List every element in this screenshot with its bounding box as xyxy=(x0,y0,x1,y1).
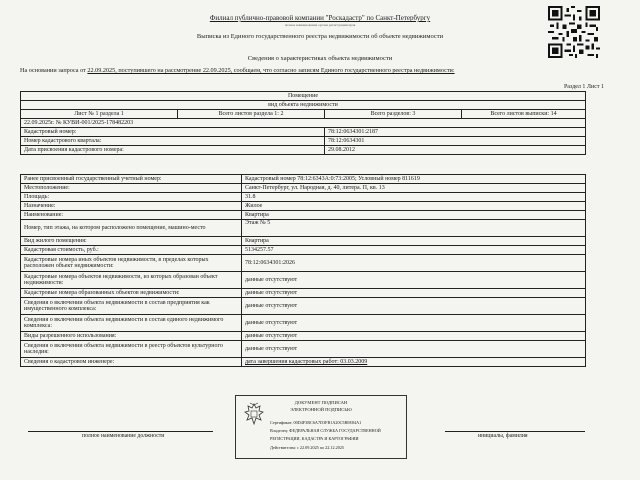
row-value: Этаж № 5 xyxy=(242,220,586,237)
table-row xyxy=(21,358,586,367)
row-label: Номер, тип этажа, на котором расположено помещение, машино-место xyxy=(21,220,242,237)
row-value: данные отсутствуют xyxy=(242,289,586,298)
row-label: Виды разрешенного использования: xyxy=(21,332,242,341)
position-line xyxy=(28,431,213,432)
name-line xyxy=(445,431,585,432)
table-row xyxy=(21,202,586,211)
row-label: Сведения о кадастровом инженере: xyxy=(21,358,242,367)
table-row xyxy=(21,298,586,315)
row-value: Квартира xyxy=(242,237,586,246)
row-value: дата завершения кадастровых работ: 03.03.2009 xyxy=(242,358,586,367)
row-label: Дата присвоения кадастрового номера: xyxy=(21,146,325,155)
cadastral-quarter: 78:12:0634301 xyxy=(325,137,586,146)
row-label: Ранее присвоенный государственный учетный номер: xyxy=(21,175,242,184)
table-row xyxy=(21,175,586,184)
sheet-number: Лист № 1 раздела 1 xyxy=(21,110,178,119)
total-sheets-section: Всего листов раздела 1: 2 xyxy=(178,110,325,119)
row-label: Номер кадастрового квартала: xyxy=(21,137,325,146)
position-label: полное наименование должности xyxy=(82,433,165,439)
row-value: 31.8 xyxy=(242,193,586,202)
row-value: данные отсутствуют xyxy=(242,298,586,315)
row-label: Сведения о включении объекта недвижимости в состав предприятия как имущественного комплекса: xyxy=(21,298,242,315)
table-row xyxy=(21,137,586,146)
table-row xyxy=(21,272,586,289)
characteristics-table xyxy=(20,174,586,367)
row-value: Жилое xyxy=(242,202,586,211)
object-type: Помещение xyxy=(21,92,586,101)
row-label: Местоположение: xyxy=(21,184,242,193)
qr-code-icon xyxy=(548,6,600,58)
signature-certificate: Сертификат: 00D4F3BC6A7D3FB1A20C5B0E84A1 xyxy=(270,420,362,425)
row-value: Кадастровый номер 78:12:6343А:0:73:2005; Условный номер 811619 xyxy=(242,175,586,184)
object-type-caption: вид объекта недвижимости xyxy=(21,101,586,110)
object-summary-table xyxy=(20,91,586,155)
assignment-date: 29.08.2012 xyxy=(325,146,586,155)
signature-owner-cont: РЕГИСТРАЦИИ, КАДАСТРА И КАРТОГРАФИИ xyxy=(270,436,359,441)
section-title: Сведения о характеристиках объекта недвижимости xyxy=(247,55,393,62)
row-label: Кадастровые номера образованных объектов недвижимости: xyxy=(21,289,242,298)
intro-text xyxy=(20,67,455,74)
table-row xyxy=(21,128,586,137)
table-row xyxy=(21,246,586,255)
intro-prefix: На основании запроса от xyxy=(20,67,86,74)
table-row xyxy=(21,255,586,272)
row-label: Сведения о включении объекта недвижимости в состав единого недвижимого комплекса: xyxy=(21,315,242,332)
row-value: данные отсутствуют xyxy=(242,332,586,341)
row-label: Кадастровые номера объектов недвижимости, из которых образован объект недвижимости: xyxy=(21,272,242,289)
signature-title: ДОКУМЕНТ ПОДПИСАН xyxy=(294,400,348,405)
request-date-number: 22.09.2025г. № КУВИ-001/2025-178482203 xyxy=(21,119,586,128)
table-row xyxy=(21,92,586,101)
section-sheet-label: Раздел 1 Лист 1 xyxy=(563,84,604,90)
row-label: Назначение: xyxy=(21,202,242,211)
row-value: данные отсутствуют xyxy=(242,315,586,332)
table-row xyxy=(21,237,586,246)
row-label: Вид жилого помещения: xyxy=(21,237,242,246)
coat-of-arms-icon xyxy=(242,402,266,428)
row-value: данные отсутствуют xyxy=(242,272,586,289)
table-row xyxy=(21,146,586,155)
row-value: Санкт-Петербург, ул. Народная, д. 40, литера. П, кв. 13 xyxy=(242,184,586,193)
issuer-name: Филиал публично-правовой компании "Роскадастр" по Санкт-Петербургу xyxy=(209,14,431,22)
document-title: Выписка из Единого государственного реестра недвижимости об объекте недвижимости xyxy=(196,33,444,40)
table-row xyxy=(21,193,586,202)
table-row xyxy=(21,119,586,128)
cadastral-number: 78:12:0634301:2187 xyxy=(325,128,586,137)
table-row xyxy=(21,332,586,341)
signature-subtitle: ЭЛЕКТРОННОЙ ПОДПИСЬЮ xyxy=(290,407,352,412)
intro-details: 22.09.2025, поступившего на рассмотрение 22.09.2025, сообщаем, что согласно записям Единого государственного реестра недвижимости: xyxy=(87,67,455,74)
table-row xyxy=(21,101,586,110)
row-value: 5134257.57 xyxy=(242,246,586,255)
issuer-caption: полное наименование органа регистрации прав xyxy=(284,23,356,27)
signature-validity: Действителен: с 22.09.2025 по 22.12.2025 xyxy=(270,445,345,450)
row-value: 78:12:0634301:2026 xyxy=(242,255,586,272)
signature-owner: Владелец: ФЕДЕРАЛЬНАЯ СЛУЖБА ГОСУДАРСТВЕННОЙ xyxy=(270,428,381,433)
row-label: Кадастровый номер: xyxy=(21,128,325,137)
row-value: Квартира xyxy=(242,211,586,220)
total-sections: Всего разделов: 3 xyxy=(325,110,462,119)
table-row xyxy=(21,315,586,332)
table-row xyxy=(21,110,586,119)
table-row xyxy=(21,211,586,220)
row-value: данные отсутствуют xyxy=(242,341,586,358)
table-row xyxy=(21,341,586,358)
table-row xyxy=(21,289,586,298)
row-label: Площадь: xyxy=(21,193,242,202)
table-row xyxy=(21,184,586,193)
row-label: Наименование: xyxy=(21,211,242,220)
total-sheets-extract: Всего листов выписки: 14 xyxy=(462,110,586,119)
row-label: Сведения о включении объекта недвижимости в реестр объектов культурного наследия: xyxy=(21,341,242,358)
table-row xyxy=(21,220,586,237)
electronic-signature-stamp xyxy=(235,395,407,459)
name-label: инициалы, фамилия xyxy=(478,433,528,439)
row-label: Кадастровые номера иных объектов недвижимости, в пределах которых расположен объект недвижимости: xyxy=(21,255,242,272)
row-label: Кадастровая стоимость, руб.: xyxy=(21,246,242,255)
